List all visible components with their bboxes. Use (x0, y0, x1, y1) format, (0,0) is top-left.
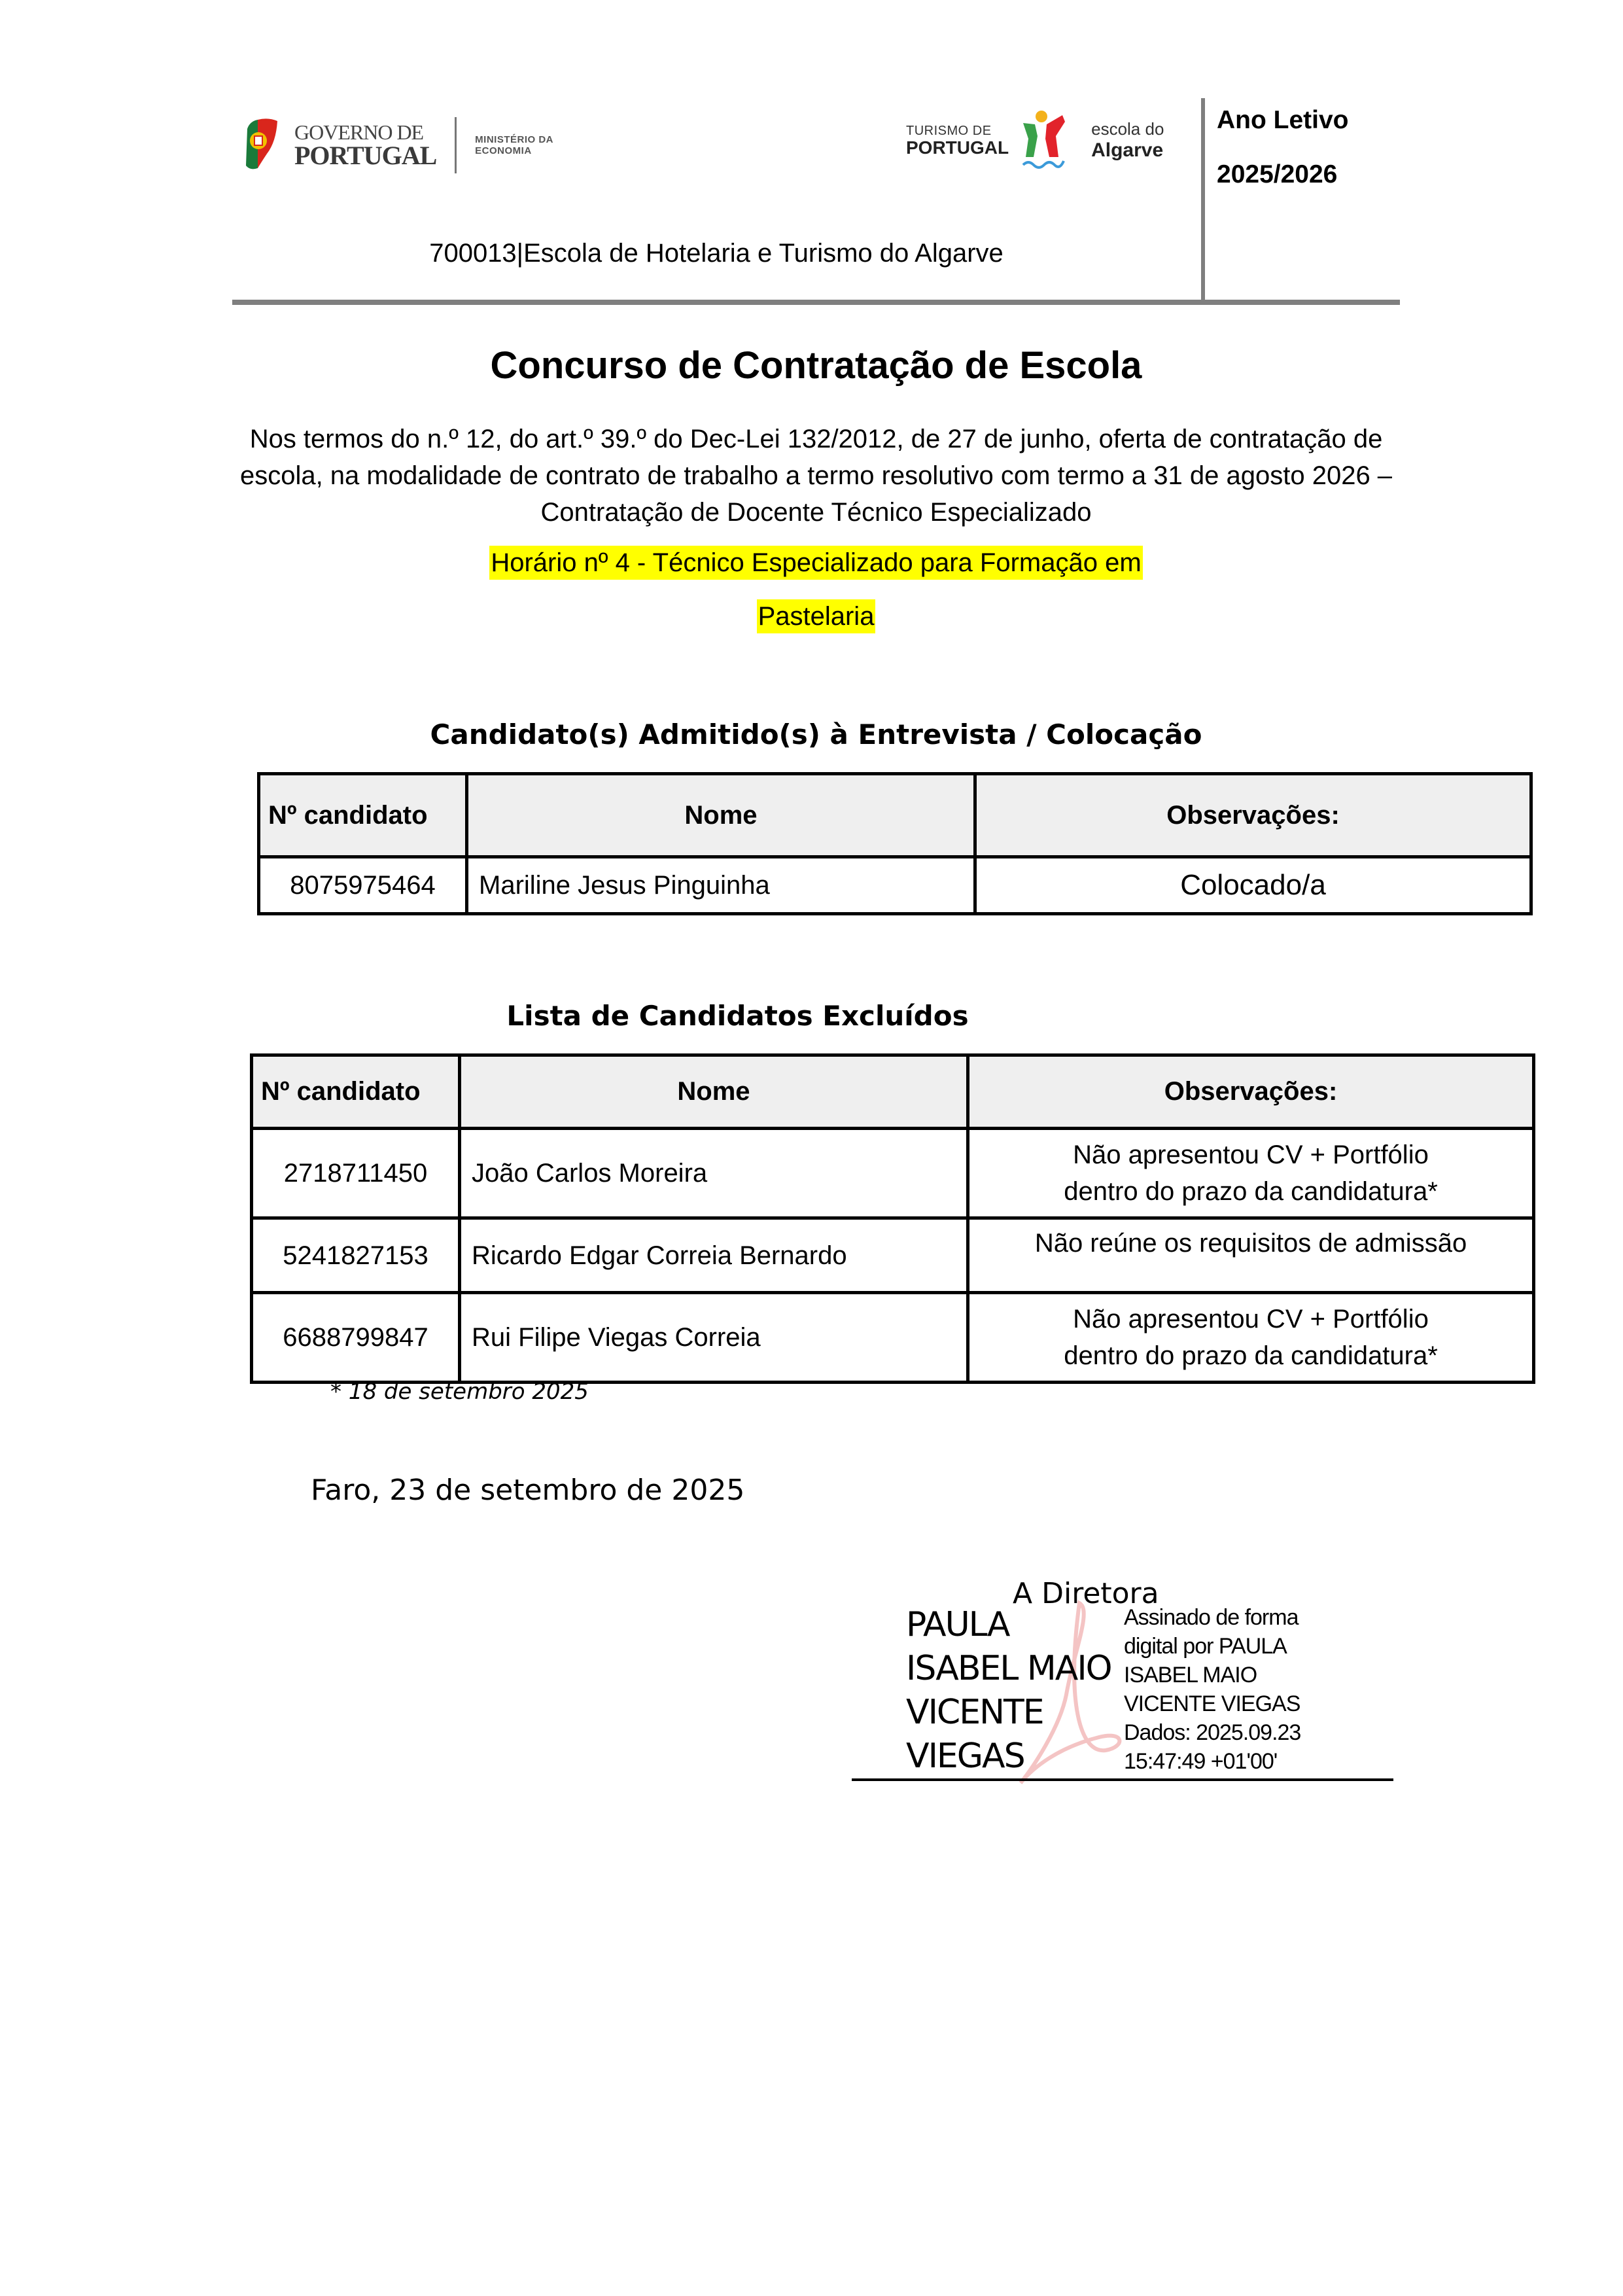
digital-signature-details (1124, 1603, 1300, 1776)
tourism-logo-small: TURISMO DE (906, 123, 992, 138)
observation-line2: dentro do prazo da candidatura* (1064, 1341, 1438, 1370)
candidate-observation: Colocado/a (975, 857, 1531, 914)
signer-name-line: VICENTE (906, 1693, 1043, 1732)
intro-paragraph: Nos termos do n.º 12, do art.º 39.º do Dec-Lei 132/2012, de 27 de junho, oferta de contratação de escola, na modalidade de contrato de trabalho a termo resolutivo com termo a 31 de agosto 2026 – Contratação de Docente Técnico Especializado (239, 425, 1393, 527)
document-title: Concurso de Contratação de Escola (490, 344, 1142, 387)
gov-logo-divider (455, 117, 457, 173)
gov-logo-line2: PORTUGAL (294, 141, 437, 170)
candidate-name: Rui Filipe Viegas Correia (460, 1293, 968, 1383)
school-logo-line1: escola do (1091, 118, 1164, 139)
signer-name-line: ISABEL MAIO (906, 1649, 1111, 1688)
school-logo-line2: Algarve (1091, 139, 1164, 161)
header-observations: Observações: (968, 1055, 1534, 1129)
candidate-name: Mariline Jesus Pinguinha (467, 857, 975, 914)
header-name: Nome (460, 1055, 968, 1129)
signer-name (906, 1603, 1111, 1778)
signature-line (852, 1778, 1393, 1781)
schedule-highlight-text2: Pastelaria (757, 599, 876, 633)
signature-detail-line: digital por PAULA (1124, 1634, 1287, 1659)
candidate-name: Ricardo Edgar Correia Bernardo (460, 1218, 968, 1293)
deadline-footnote: * 18 de setembro 2025 (330, 1379, 589, 1405)
observation-line2: dentro do prazo da candidatura* (1064, 1177, 1438, 1206)
header-candidate-number: Nº candidato (252, 1055, 460, 1129)
schedule-highlight-line2 (232, 602, 1400, 631)
observation-line1: Não reúne os requisitos de admissão (1034, 1229, 1467, 1258)
candidate-observation (968, 1293, 1534, 1383)
portugal-flag-emblem-icon (241, 116, 280, 175)
school-code-name: 700013|Escola de Hotelaria e Turismo do Algarve (429, 239, 1003, 268)
tourism-logo-big: PORTUGAL (906, 137, 1009, 158)
candidate-number: 5241827153 (252, 1218, 460, 1293)
signer-name-line: VIEGAS (906, 1737, 1024, 1776)
table-row (252, 1293, 1534, 1383)
turismo-de-portugal-logo (906, 105, 1187, 177)
candidate-observation (968, 1218, 1534, 1293)
excluded-table-header (252, 1055, 1534, 1129)
signature-detail-line: VICENTE VIEGAS (1124, 1691, 1300, 1716)
candidate-observation (968, 1129, 1534, 1218)
admitted-table (257, 772, 1533, 915)
observation-line1: Não apresentou CV + Portfólio (1073, 1305, 1429, 1333)
turismo-figure-icon (1015, 110, 1074, 172)
excluded-table (250, 1053, 1535, 1384)
header-name: Nome (467, 774, 975, 857)
observation-line1: Não apresentou CV + Portfólio (1073, 1140, 1429, 1169)
signature-detail-line: 15:47:49 +01'00' (1124, 1749, 1278, 1774)
candidate-number: 2718711450 (252, 1129, 460, 1218)
signer-name-line: PAULA (906, 1605, 1009, 1644)
signature-detail-line: Dados: 2025.09.23 (1124, 1720, 1301, 1745)
header-bottom-divider (232, 300, 1400, 305)
excluded-section-title: Lista de Candidatos Excluídos (506, 1000, 969, 1032)
school-year-value: 2025/2026 (1217, 160, 1338, 188)
header-observations: Observações: (975, 774, 1531, 857)
signature-detail-line: ISABEL MAIO (1124, 1663, 1257, 1687)
admitted-table-header (259, 774, 1531, 857)
schedule-highlight-line1 (232, 548, 1400, 578)
candidate-number: 6688799847 (252, 1293, 460, 1383)
place-and-date: Faro, 23 de setembro de 2025 (311, 1474, 745, 1507)
header-vertical-divider (1201, 98, 1205, 302)
table-row (259, 857, 1531, 914)
table-row (252, 1218, 1534, 1293)
gov-logo-line1: GOVERNO DE (294, 120, 424, 144)
signature-detail-line: Assinado de forma (1124, 1605, 1299, 1630)
ministry-name: MINISTÉRIO DA ECONOMIA (475, 134, 553, 156)
header-candidate-number: Nº candidato (259, 774, 467, 857)
school-year-label: Ano Letivo (1217, 106, 1349, 134)
candidate-number: 8075975464 (259, 857, 467, 914)
signature-role: A Diretora (1013, 1577, 1159, 1610)
governo-de-portugal-logo (241, 113, 607, 178)
table-row (252, 1129, 1534, 1218)
candidate-name: João Carlos Moreira (460, 1129, 968, 1218)
schedule-highlight-text1: Horário nº 4 - Técnico Especializado para Formação em (489, 546, 1142, 580)
admitted-section-title: Candidato(s) Admitido(s) à Entrevista / Colocação (430, 718, 1202, 751)
